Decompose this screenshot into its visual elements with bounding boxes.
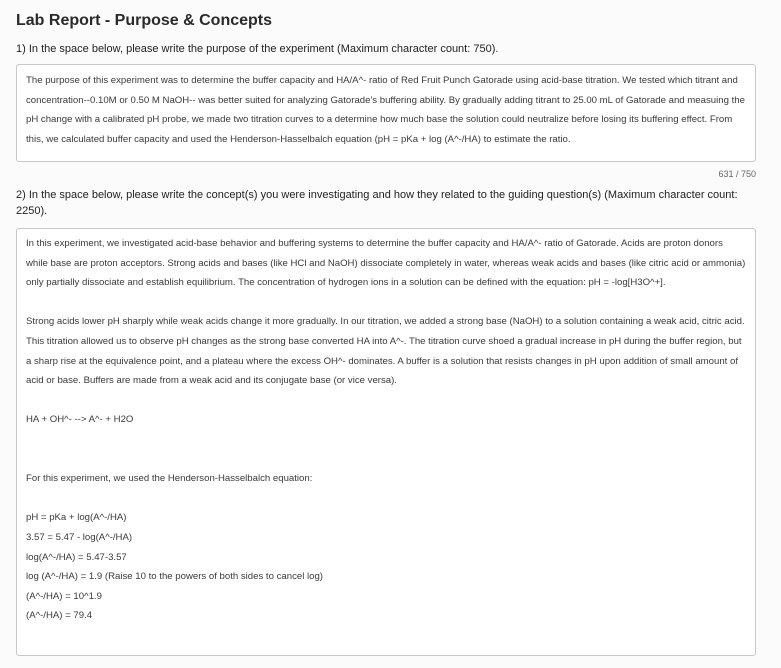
character-counter: 631 / 750 [718,169,756,179]
question-2-prompt: 2) In the space below, please write the concept(s) you were investigating and how they related to the guiding question(s) (Maximum character count: 2250). [16,189,738,217]
purpose-textarea[interactable]: The purpose of this experiment was to determine the buffer capacity and HA/A^- ratio of Red Fruit Punch Gatorade using acid-base titration. We tested which titrant and concentration--0.10M or 0.50 M NaOH-- was better suited for analyzing Gatorade's buffering ability. By gradually adding titrant to 25.00 mL of Gatorade and measuing the pH change with a calibrated pH probe, we made two titration curves to a determine how much base the solution could neutralize before losing its buffering effect. From this, we calculated buffer capacity and used the Henderson-Hasselbalch equation (pH = pKa + log (A^-/HA) to estimate the ratio. [16,64,756,162]
concepts-textarea[interactable]: In this experiment, we investigated acid-base behavior and buffering systems to determine the buffer capacity and HA/A^- ratio of Gatorade. Acids are proton donors while base are proton acceptors. Strong acids and bases (like HCl and NaOH) dissociate completely in water, whereas weak acids and bases (like citric acid or ammonia) only partially dissociate and establish equilibrium. The concentration of hydrogen ions in a solution can be defined with the equation: pH = -log[H3O^+]. Strong acids lower pH sharply while weak acids change it more gradually. In our titration, we added a strong base (NaOH) to a solution containing a weak acid, citric acid. This titration allowed us to observe pH changes as the strong base converted HA into A^-. The titration curve shoed a gradual increase in pH during the buffer region, but a sharp rise at the equivalence point, and a plateau where the excess OH^- dominates. A buffer is a solution that resists changes in pH upon addition of small amount of acid or base. Buffers are made from a weak acid and its conjugate base (or vice versa). HA + OH^- --> A^- + H2O For this experiment, we used the Henderson-Hasselbalch equation: pH = pKa + log(A^-/HA) 3.57 = 5.47 - log(A^-/HA) log(A^-/HA) = 5.47-3.57 log (A^-/HA) = 1.9 (Raise 10 to the powers of both sides to cancel log) (A^-/HA) = 10^1.9 (A^-/HA) = 79.4 [16,228,756,656]
question-1-prompt: 1) In the space below, please write the purpose of the experiment (Maximum character count: 750). [16,43,499,55]
page-title: Lab Report - Purpose & Concepts [16,12,273,29]
